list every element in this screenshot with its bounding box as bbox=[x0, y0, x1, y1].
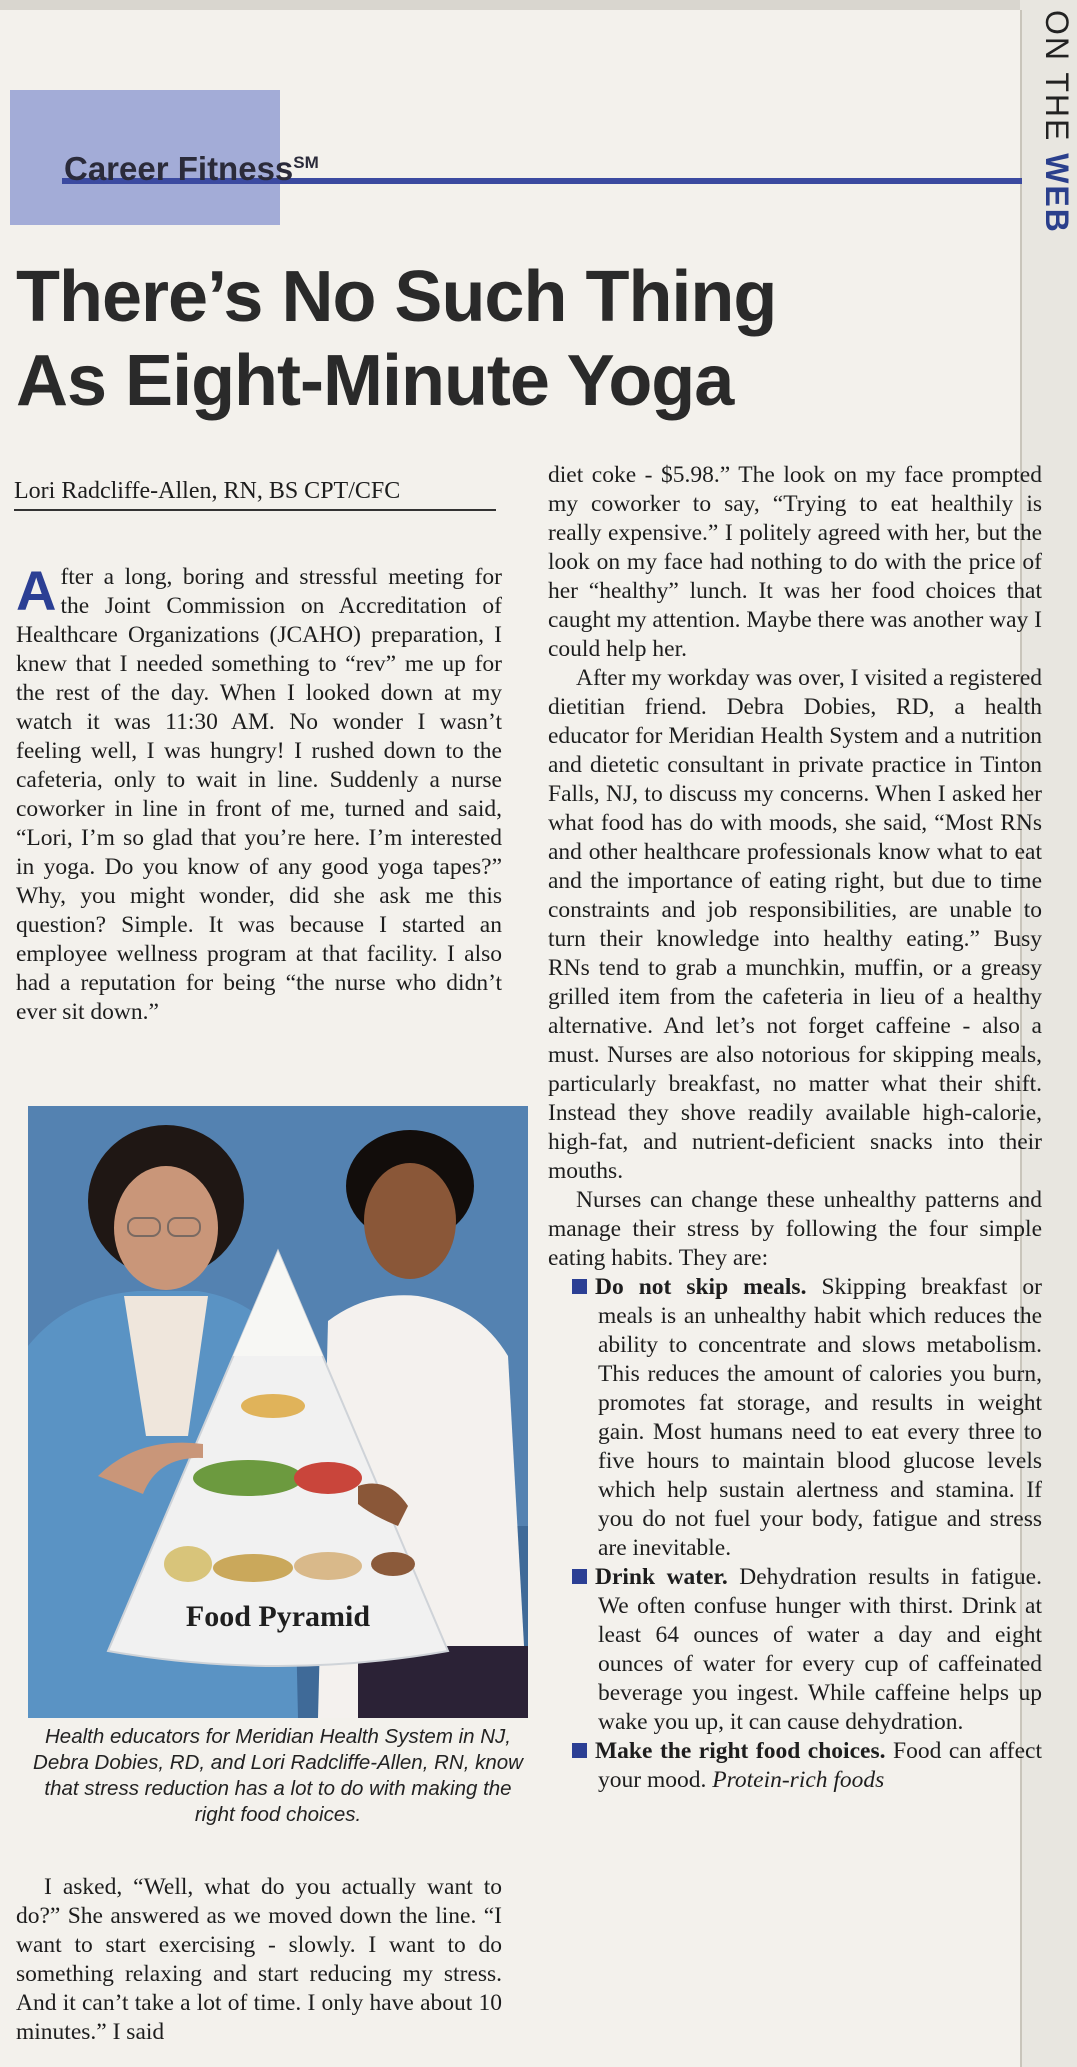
list-item-skip-meals: Do not skip meals. Skipping breakfast or meals is an unhealthy habit which reduces the ability to concentrate and slows metabolism. This reduces the amount of calories you burn, promotes fat storage, and results in weight gain. Most humans need to eat every three to five hours to maintain blood glucose levels which help sustain alertness and stamina. If you do not fuel your body, fatigue and stress are inevitable. bbox=[598, 1273, 1042, 1563]
article-headline bbox=[16, 255, 776, 423]
pyramid-label: Food Pyramid bbox=[185, 1600, 371, 1633]
paragraph-habits-intro: Nurses can change these unhealthy patterns and manage their stress by following the four simple eating habits. They are: bbox=[548, 1187, 1042, 1271]
list-item-drink-water: Drink water. Dehydration results in fatigue. We often confuse hunger with thirst. Drink at least 64 ounces of water a day and eight ounces of water for every cup of caffeinated beverage you ingest. While caffeine helps up wake you up, it can cause dehydration. bbox=[598, 1563, 1042, 1737]
photo-caption: Health educators for Meridian Health System in NJ, Debra Dobies, RD, and Lori Radcliffe-Allen, RN, know that stress reduction has a lot to do with making the right food choices. bbox=[33, 1725, 523, 1826]
drop-cap: A bbox=[16, 559, 57, 622]
paragraph-intro: After a long, boring and stressful meeting for the Joint Commission on Accreditation of Healthcare Organizations (JCAHO) preparation, I knew that I needed something to “rev” me up for the rest of the day. When I looked down at my watch it was 11:30 AM. No wonder I wasn’t feeling well, I was hungry! I rushed down to the cafeteria, only to wait in line. Suddenly a nurse coworker in line in front of me, turned and said, “Lori, I’m so glad that you’re here. I’m interested in yoga. Do you know of any good yoga tapes?” Why, you might wonder, did she ask me this question? Simple. It was because I started an employee wellness program at that facility. I also had a reputation for being “the nurse who didn’t ever sit down.” bbox=[16, 559, 502, 1025]
list-item-food-choices: Make the right food choices. Food can affect your mood. Protein-rich foods bbox=[598, 1737, 1042, 1795]
bullet-square-icon bbox=[572, 1743, 587, 1758]
right-column bbox=[548, 461, 1042, 1795]
bullet-square-icon bbox=[572, 1279, 587, 1294]
side-tab: ON THE WEB bbox=[1039, 10, 1075, 234]
headline-line-2: As Eight-Minute Yoga bbox=[16, 341, 734, 421]
paragraph-conversation: I asked, “Well, what do you actually want to do?” She answered as we moved down the line. “I want to start exercising - slowly. I want to do something relaxing and start reducing my stress. And it can’t take a lot of time. I only have about 10 minutes.” I said bbox=[16, 1874, 502, 2045]
paragraph-dietitian: After my workday was over, I visited a registered dietitian friend. Debra Dobies, RD, a health educator for Meridian Health System and a nutrition and dietetic consultant in private practice in Tinton Falls, NJ, to discuss my concerns. When I asked her what food has do with moods, she said, “Most RNs and other healthcare professionals know what to eat and the importance of eating right, but due to time constraints and job responsibilities, are unable to turn their knowledge into healthy eating.” Busy RNs tend to grab a munchkin, muffin, or a greasy grilled item from the cafeteria in lieu of a healthy alternative. And let’s not forget caffeine - also a must. Nurses are also notorious for skipping meals, particularly breakfast, no matter what their shift. Instead they shove readily available high-calorie, high-fat, and nutrient-deficient snacks into their mouths. bbox=[548, 665, 1042, 1184]
paragraph-diet-coke: diet coke - $5.98.” The look on my face prompted my coworker to say, “Trying to eat healthily is really expensive.” I politely agreed with her, but the look on my face had nothing to do with the price of her “healthy” lunch. It was her food choices that caught my attention. Maybe there was another way I could help her. bbox=[548, 462, 1042, 662]
left-column-bottom bbox=[16, 1873, 502, 2047]
section-title: Career Fitness℠ bbox=[64, 150, 319, 187]
article-photo bbox=[28, 1106, 528, 1718]
headline-line-1: There’s No Such Thing bbox=[16, 257, 777, 337]
left-column-top bbox=[16, 559, 502, 1027]
bullet-square-icon bbox=[572, 1569, 587, 1584]
byline: Lori Radcliffe-Allen, RN, BS CPT/CFC bbox=[14, 478, 496, 511]
